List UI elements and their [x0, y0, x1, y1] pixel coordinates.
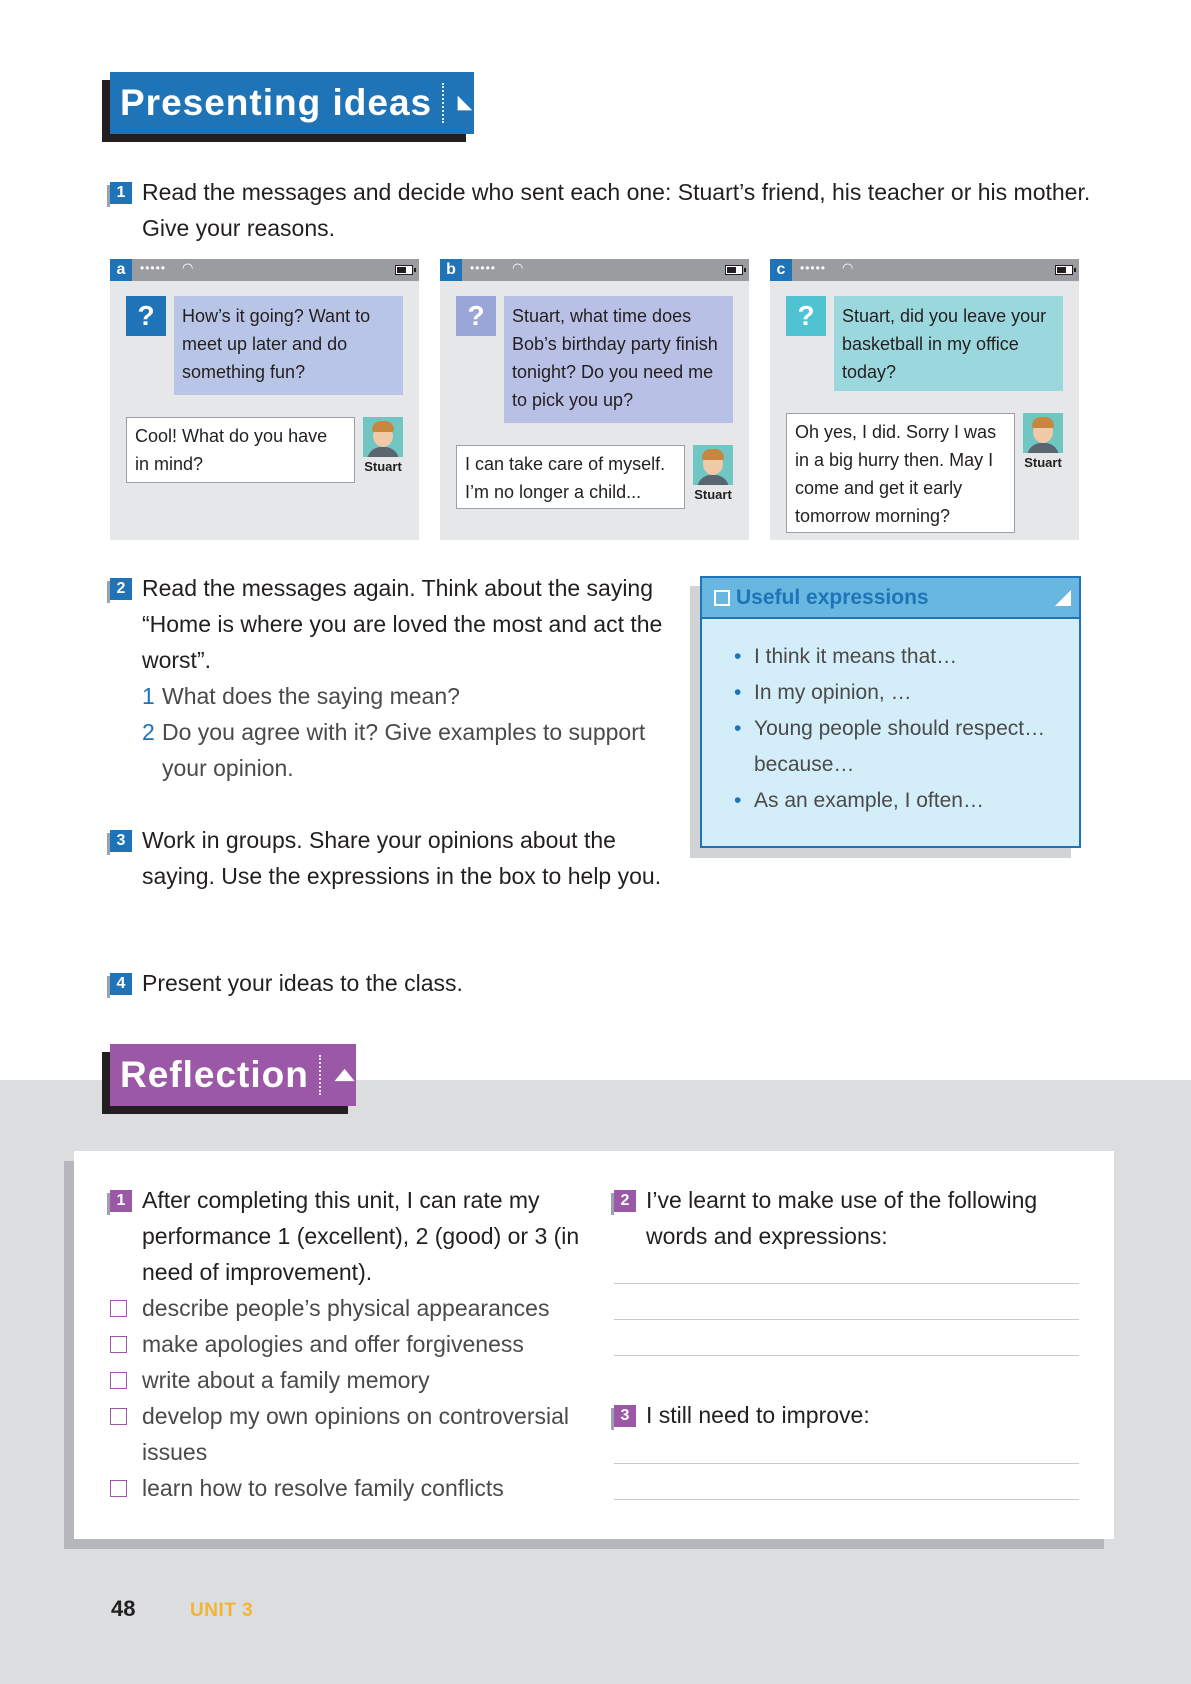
question-3-text: Work in groups. Share your opinions about the saying. Use the expressions in the box to help you.: [142, 827, 662, 889]
reflection-1-badge: 1: [110, 1190, 132, 1212]
phone-b: [440, 259, 749, 540]
question-1-badge: 1: [110, 182, 132, 204]
question-3-badge: 3: [110, 830, 132, 852]
reflection-3-text: I still need to improve:: [646, 1402, 870, 1428]
corner-arrow-icon: [456, 92, 474, 114]
up-triangle-icon: [333, 1065, 356, 1085]
signal-icon: •••••: [800, 261, 827, 275]
reply-message: Cool! What do you have in mind?: [126, 417, 355, 483]
expression-item: • In my opinion, …: [734, 675, 1079, 711]
phone-status-bar: [770, 259, 1079, 281]
checkbox-square-icon: [714, 590, 730, 606]
reflection-1-text: After completing this unit, I can rate my performance 1 (excellent), 2 (good) or 3 (in need of improvement).: [142, 1187, 580, 1285]
question-1-text: Read the messages and decide who sent each one: Stuart’s friend, his teacher or his mother. Give your reasons.: [142, 179, 1091, 241]
avatar-name: Stuart: [1024, 455, 1062, 470]
answer-line[interactable]: [614, 1283, 1079, 1284]
answer-line[interactable]: [614, 1319, 1079, 1320]
question-mark-icon: ?: [456, 296, 496, 336]
reply-message: Oh yes, I did. Sorry I was in a big hurry then. May I come and get it early tomorrow morning?: [786, 413, 1015, 533]
wifi-icon: ◠: [182, 260, 194, 275]
useful-expressions-box: [700, 576, 1081, 848]
reply-message: I can take care of myself. I’m no longer a child...: [456, 445, 685, 509]
corner-triangle-icon: [1055, 590, 1071, 606]
question-4-badge: 4: [110, 973, 132, 995]
question-2-badge: 2: [110, 578, 132, 600]
answer-line[interactable]: [614, 1355, 1079, 1356]
question-4-text: Present your ideas to the class.: [142, 970, 463, 996]
unit-label: UNIT 3: [190, 1600, 254, 1621]
answer-line[interactable]: [614, 1499, 1079, 1500]
avatar-name: Stuart: [364, 459, 402, 474]
signal-icon: •••••: [140, 261, 167, 275]
incoming-message: Stuart, did you leave your basketball in my office today?: [834, 296, 1063, 391]
phone-letter: a: [110, 259, 132, 281]
presenting-ideas-header: [110, 72, 474, 134]
reflection-title: Reflection: [120, 1054, 309, 1095]
phone-letter: c: [770, 259, 792, 281]
phone-a: [110, 259, 419, 540]
expression-item: • I think it means that…: [734, 639, 1079, 675]
question-2-sub-2: 2 Do you agree with it? Give examples to support your opinion.: [142, 719, 646, 781]
phone-c: [770, 259, 1079, 540]
battery-icon: [1055, 265, 1073, 275]
stuart-avatar: [1023, 413, 1063, 453]
question-mark-icon: ?: [126, 296, 166, 336]
rating-checkbox[interactable]: [110, 1372, 127, 1389]
battery-icon: [395, 265, 413, 275]
reflection-2-text: I’ve learnt to make use of the following words and expressions:: [646, 1187, 1038, 1249]
question-2-sub-1: 1 What does the saying mean?: [142, 683, 460, 709]
expression-item: • As an example, I often…: [734, 783, 1079, 819]
signal-icon: •••••: [470, 261, 497, 275]
avatar-name: Stuart: [694, 487, 732, 502]
presenting-ideas-title: Presenting ideas: [120, 82, 433, 123]
stuart-avatar: [693, 445, 733, 485]
incoming-message: Stuart, what time does Bob’s birthday party finish tonight? Do you need me to pick you up?: [504, 296, 733, 423]
phone-status-bar: [110, 259, 419, 281]
incoming-message: How’s it going? Want to meet up later and do something fun?: [174, 296, 403, 395]
rating-checkbox[interactable]: [110, 1408, 127, 1425]
page-number: 48: [111, 1596, 136, 1621]
reflection-3-badge: 3: [614, 1405, 636, 1427]
question-mark-icon: ?: [786, 296, 826, 336]
wifi-icon: ◠: [842, 260, 854, 275]
useful-expressions-title: Useful expressions: [736, 585, 929, 609]
question-2-text: Read the messages again. Think about the saying “Home is where you are loved the most and act the worst”.: [142, 575, 663, 673]
wifi-icon: ◠: [512, 260, 524, 275]
answer-line[interactable]: [614, 1463, 1079, 1464]
expression-item: • Young people should respect… because…: [734, 711, 1064, 783]
phone-status-bar: [440, 259, 749, 281]
stuart-avatar: [363, 417, 403, 457]
rating-checkbox[interactable]: [110, 1480, 127, 1497]
phone-letter: b: [440, 259, 462, 281]
battery-icon: [725, 265, 743, 275]
rating-checkbox[interactable]: [110, 1336, 127, 1353]
rating-checkbox[interactable]: [110, 1300, 127, 1317]
reflection-2-badge: 2: [614, 1190, 636, 1212]
reflection-header: [110, 1044, 356, 1106]
